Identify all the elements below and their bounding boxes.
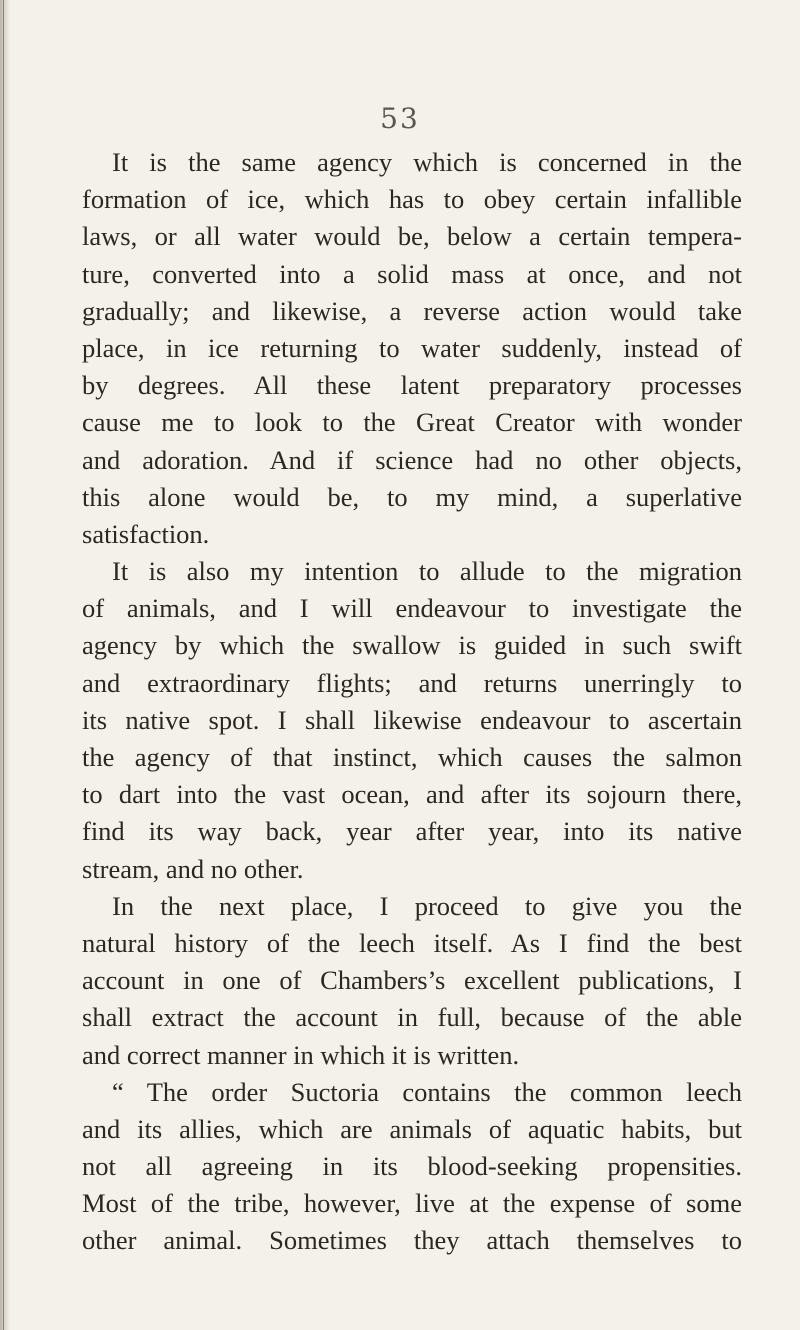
text-line: Most of the tribe, however, live at the expense of some xyxy=(82,1188,742,1219)
text-line: and its allies, which are animals of aquatic habits, but xyxy=(82,1113,742,1144)
text-line: “ The order Suctoria contains the common leech xyxy=(112,1076,742,1107)
text-line: laws, or all water would be, below a certain tempera- xyxy=(82,221,742,252)
text-line: to dart into the vast ocean, and after its sojourn there, xyxy=(82,779,742,810)
text-line: this alone would be, to my mind, a superlative xyxy=(82,481,742,512)
text-line: ture, converted into a solid mass at once, and not xyxy=(82,258,742,289)
text-line: In the next place, I proceed to give you the xyxy=(112,890,742,921)
text-line: and adoration. And if science had no other objects, xyxy=(82,444,742,475)
text-line: place, in ice returning to water suddenly, instead of xyxy=(82,332,742,363)
page-number: 53 xyxy=(380,102,420,135)
text-line: and correct manner in which it is written. xyxy=(82,1039,520,1070)
text-line: find its way back, year after year, into its native xyxy=(82,816,742,847)
page-edge-line xyxy=(3,0,4,1330)
text-line: stream, and no other. xyxy=(82,853,304,884)
text-line: It is also my intention to allude to the migration xyxy=(112,556,742,587)
text-line: agency by which the swallow is guided in such swift xyxy=(82,630,742,661)
text-line: not all agreeing in its blood-seeking propensities. xyxy=(82,1151,742,1182)
text-line: account in one of Chambers’s excellent publications, I xyxy=(82,965,742,996)
body-text xyxy=(82,144,742,1260)
text-line: cause me to look to the Great Creator with wonder xyxy=(82,407,742,438)
text-line: other animal. Sometimes they attach themselves to xyxy=(82,1225,742,1256)
text-line: satisfaction. xyxy=(82,518,210,549)
text-line: its native spot. I shall likewise endeavour to ascertain xyxy=(82,704,742,735)
page-edge-shadow xyxy=(0,0,10,1330)
text-line: shall extract the account in full, because of the able xyxy=(82,1002,742,1033)
text-line: the agency of that instinct, which causes the salmon xyxy=(82,742,742,772)
text-line: natural history of the leech itself. As I find the best xyxy=(82,927,742,958)
text-line: of animals, and I will endeavour to investigate the xyxy=(82,593,742,624)
text-line: and extraordinary flights; and returns unerringly to xyxy=(82,667,742,698)
text-line: gradually; and likewise, a reverse action would take xyxy=(82,295,742,326)
text-line: by degrees. All these latent preparatory processes xyxy=(82,370,742,401)
text-line: formation of ice, which has to obey certain infallible xyxy=(82,184,742,215)
text-line: It is the same agency which is concerned in the xyxy=(112,147,742,177)
